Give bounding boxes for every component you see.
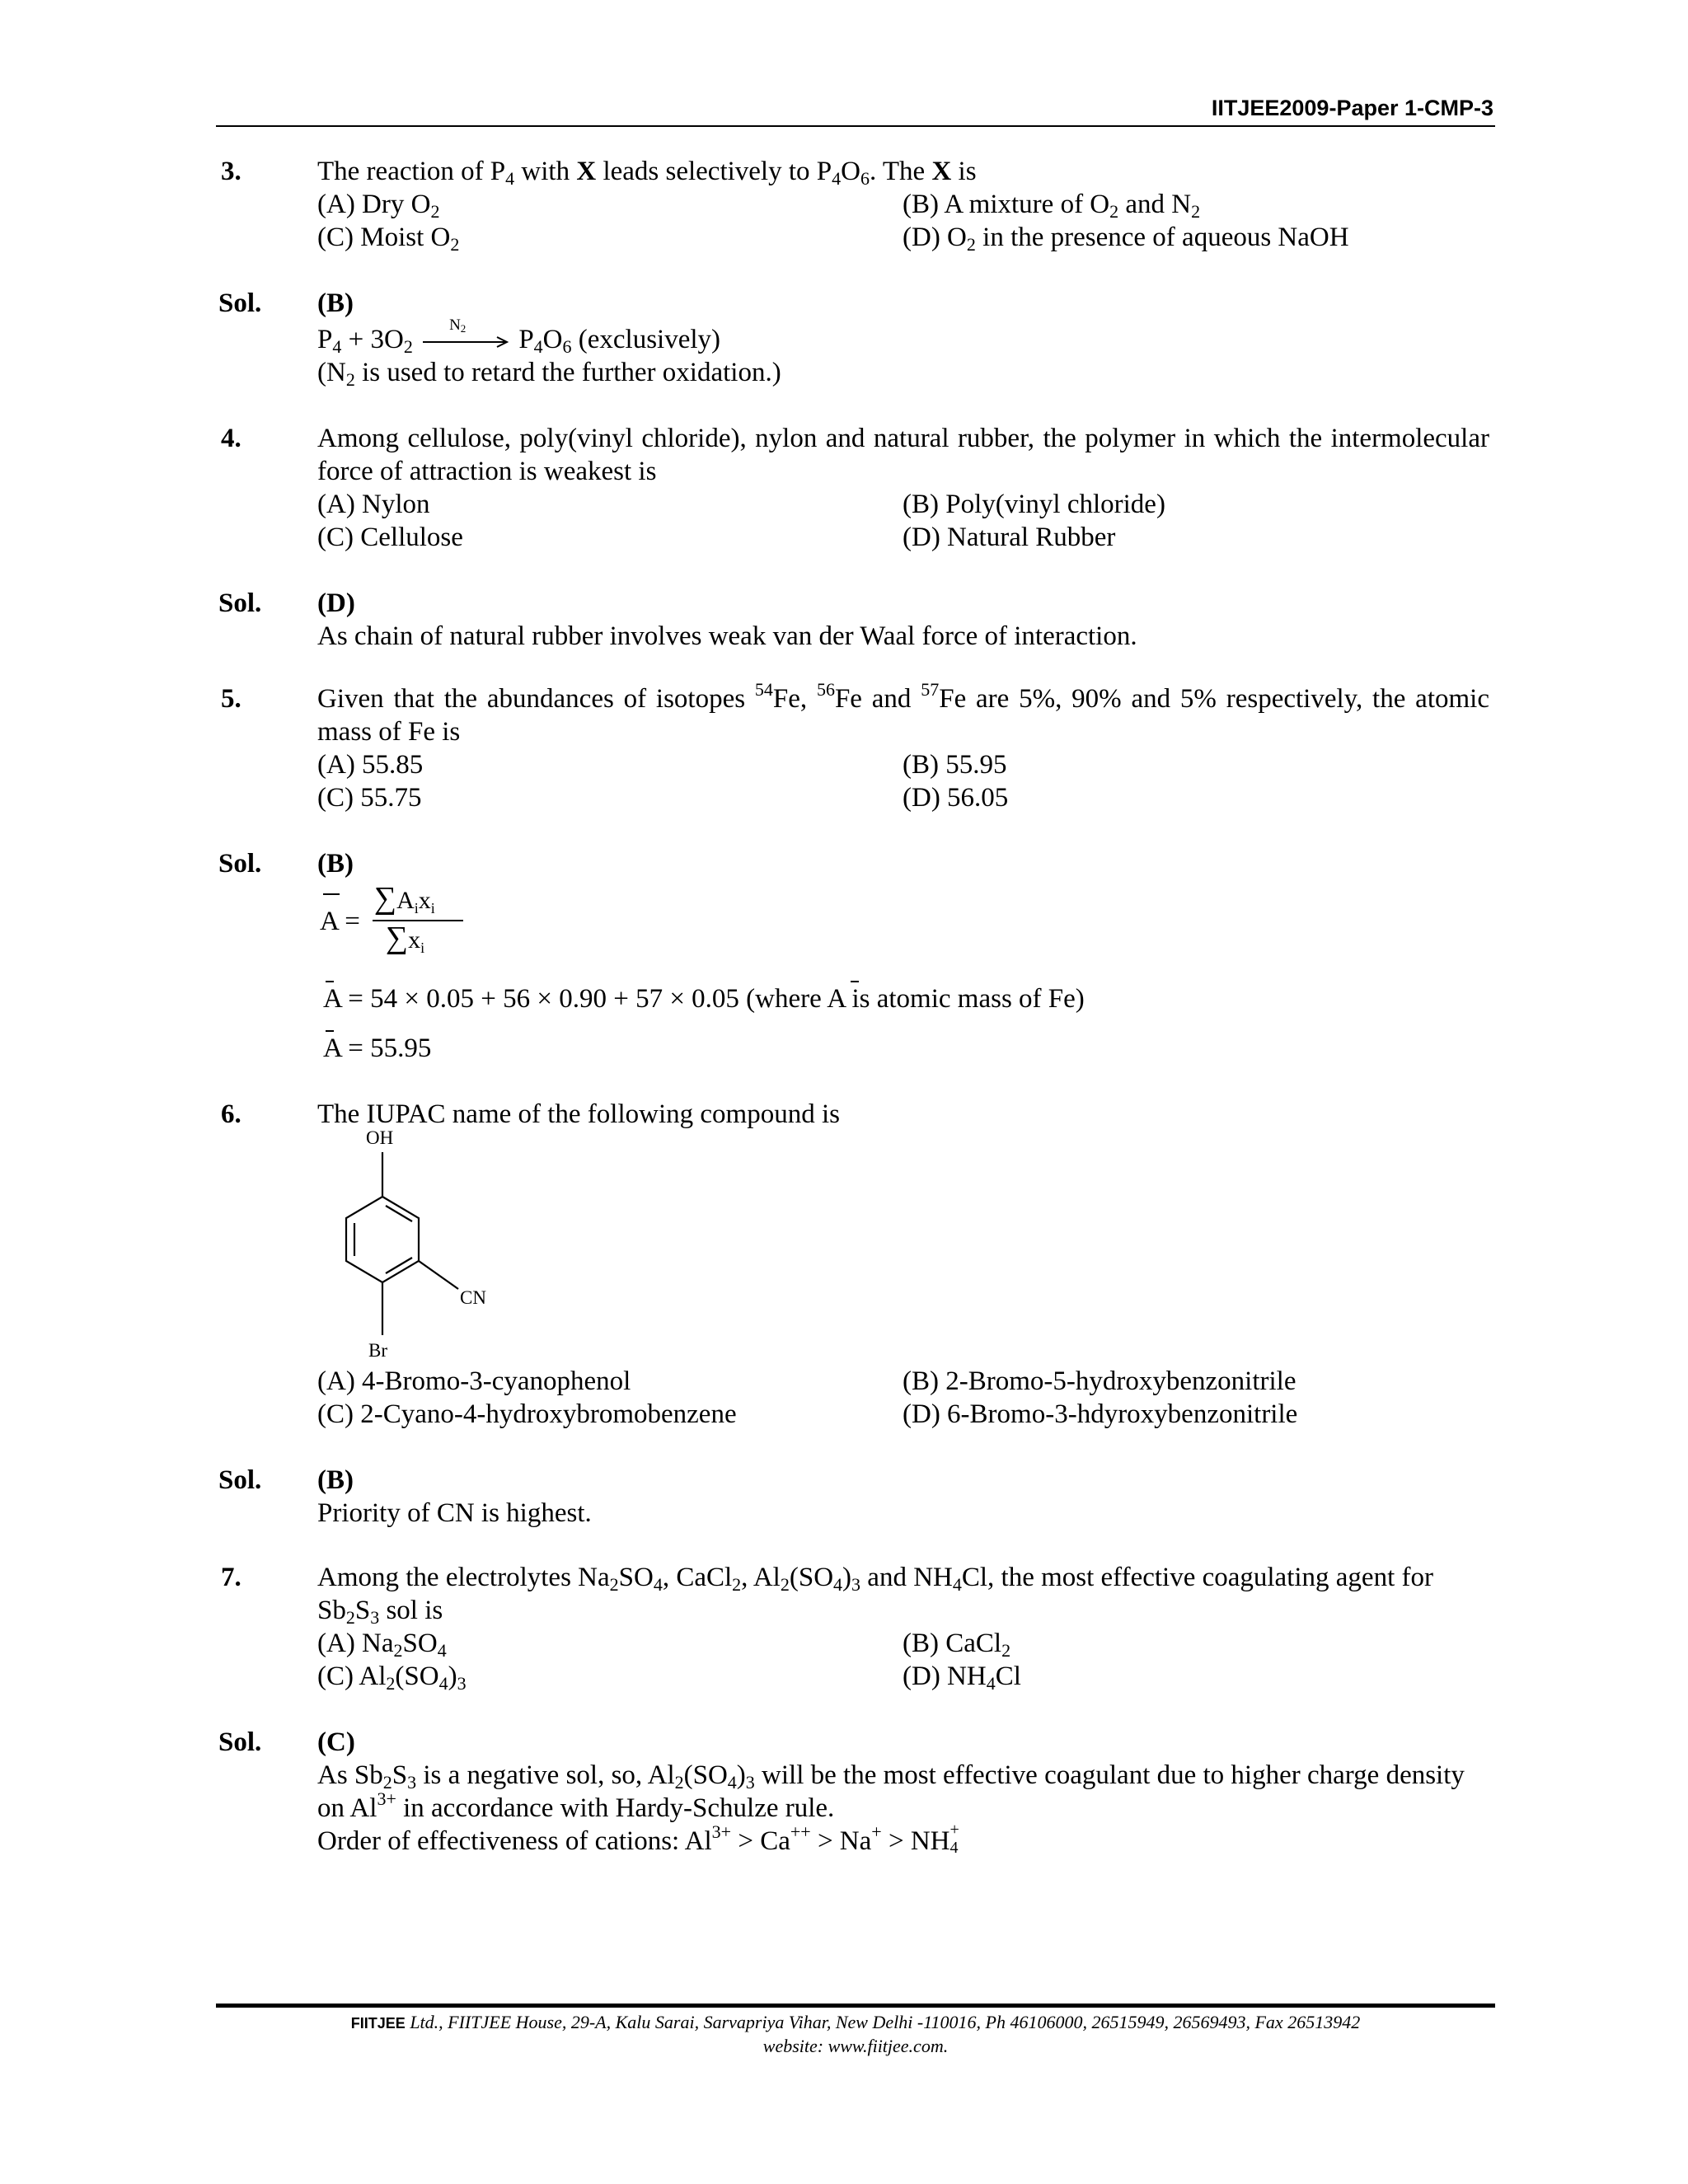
solution-note: ($N_2$ is used to retard the further oxidation.) xyxy=(317,358,781,390)
footer-rule xyxy=(216,2004,1495,2008)
question-number: 3. xyxy=(221,157,241,186)
arrow-label: $N_2$ xyxy=(449,316,467,335)
option-c: (C) Cellulose xyxy=(317,523,463,552)
reaction-equation: $P_4 + 3O_2$ $N_2$ $P_4O_6$ (exclusively) xyxy=(317,316,721,357)
page-header: IITJEE2009-Paper 1-CMP-3 xyxy=(1211,96,1493,120)
solution-label: Sol. xyxy=(218,1727,262,1757)
option-c: (C) 55.75 xyxy=(317,783,422,813)
solution-answer: (C) xyxy=(317,1727,355,1757)
solution-explanation: Priority of CN is highest. xyxy=(317,1498,592,1528)
formula-denominator: $\sum x_i$ xyxy=(386,921,425,956)
solution-answer: (B) xyxy=(317,1465,354,1495)
cation-order: Order of effectiveness of cations: $Al^{3+} > Ca^{++} > Na^+$ > NH + 4 xyxy=(317,1821,959,1857)
solution-explanation: As $Sb_2S_3$ is a negative sol, so, $Al_2(SO_4)_3$ will be the most effective coagulant due to higher charge density xyxy=(317,1760,1465,1793)
solution-answer: (B) xyxy=(317,288,354,318)
hydroxyl-label: OH xyxy=(366,1127,394,1148)
page-footer xyxy=(216,2011,1495,2058)
question-stem: The reaction of $P_4$ with X leads selectively to $P_4O_6$. The X is xyxy=(317,157,977,189)
footer-website: website: www.fiitjee.com. xyxy=(762,2036,949,2056)
arrow-icon xyxy=(420,330,512,355)
option-b: (B) Poly(vinyl chloride) xyxy=(903,490,1165,519)
option-c: (C) $Al_2(SO_4)_3$ xyxy=(317,1661,467,1694)
option-b: (B) CaCl$_2$ xyxy=(903,1629,1011,1661)
solution-label: Sol. xyxy=(218,1465,262,1495)
option-a: (A) Nylon xyxy=(317,490,430,519)
question-stem: The IUPAC name of the following compound is xyxy=(317,1099,840,1129)
option-a: (A) 55.85 xyxy=(317,750,424,780)
option-c: (C) Moist $O_2$ xyxy=(317,223,460,255)
option-d: (D) $NH_4Cl$ xyxy=(903,1661,1021,1694)
option-b: (B) 2-Bromo-5-hydroxybenzonitrile xyxy=(903,1366,1296,1396)
solution-label: Sol. xyxy=(218,588,262,618)
solution-answer: (B) xyxy=(317,849,354,879)
question-stem-line2: $Sb_2S_3$ sol is xyxy=(317,1596,443,1628)
option-d: (D) Natural Rubber xyxy=(903,523,1116,552)
option-c: (C) 2-Cyano-4-hydroxybromobenzene xyxy=(317,1399,737,1429)
reaction-arrow xyxy=(420,316,512,354)
option-b: (B) 55.95 xyxy=(903,750,1007,780)
question-stem: Among the electrolytes $Na_2SO_4$, CaCl$_2$, $Al_2(SO_4)_3$ and $NH_4Cl$, the most effective coagulating agent for xyxy=(317,1563,1433,1595)
benzene-ring-diagram xyxy=(313,1127,511,1375)
overbar xyxy=(323,893,340,895)
question-number: 7. xyxy=(221,1563,241,1592)
question-number: 6. xyxy=(221,1099,241,1129)
calculation-line: A = 54 × 0.05 + 56 × 0.90 + 57 × 0.05 (where A is atomic mass of Fe) xyxy=(323,984,1085,1014)
solution-answer: (D) xyxy=(317,588,355,618)
result-line: A = 55.95 xyxy=(323,1033,432,1063)
footer-address: Ltd., FIITJEE House, 29-A, Kalu Sarai, Sarvapriya Vihar, New Delhi -110016, Ph 46106000, 26515949, 26569493, Fax 26513942 xyxy=(405,2012,1361,2032)
solution-explanation: As chain of natural rubber involves weak van der Waal force of interaction. xyxy=(317,621,1137,651)
option-d: (D) 6-Bromo-3-hdyroxybenzonitrile xyxy=(903,1399,1298,1429)
option-d: (D) 56.05 xyxy=(903,783,1009,813)
formula-numerator: $\sum A_ix_i$ xyxy=(374,881,435,916)
option-a: (A) 4-Bromo-3-cyanophenol xyxy=(317,1366,631,1396)
header-rule xyxy=(216,125,1495,127)
brand-logo: FIITJEE xyxy=(350,2015,406,2032)
question-number: 5. xyxy=(221,684,241,714)
solution-explanation-line2: on $Al^{3+}$ in accordance with Hardy-Schulze rule. xyxy=(317,1788,835,1823)
average-mass-formula xyxy=(320,883,518,966)
option-d: (D) $O_2$ in the presence of aqueous NaOH xyxy=(903,223,1349,255)
question-stem: Given that the abundances of isotopes $^{54}$Fe, $^{56}$Fe and $^{57}$Fe are 5%, 90% and 5% respectively, the atomic mass of Fe is xyxy=(317,679,1489,747)
bromo-label: Br xyxy=(368,1340,387,1361)
chemical-structure xyxy=(313,1127,511,1375)
option-b: (B) A mixture of $O_2$ and $N_2$ xyxy=(903,190,1201,222)
option-a: (A) Dry $O_2$ xyxy=(317,190,440,222)
nitrile-label: CN xyxy=(460,1287,486,1308)
question-stem: Among cellulose, poly(vinyl chloride), nylon and natural rubber, the polymer in which the intermolecular force of attraction is weakest is xyxy=(317,424,1489,486)
option-a: (A) $Na_2SO_4$ xyxy=(317,1629,447,1661)
solution-label: Sol. xyxy=(218,288,262,318)
solution-label: Sol. xyxy=(218,849,262,879)
formula-lhs: A = xyxy=(320,907,360,936)
question-number: 4. xyxy=(221,424,241,453)
